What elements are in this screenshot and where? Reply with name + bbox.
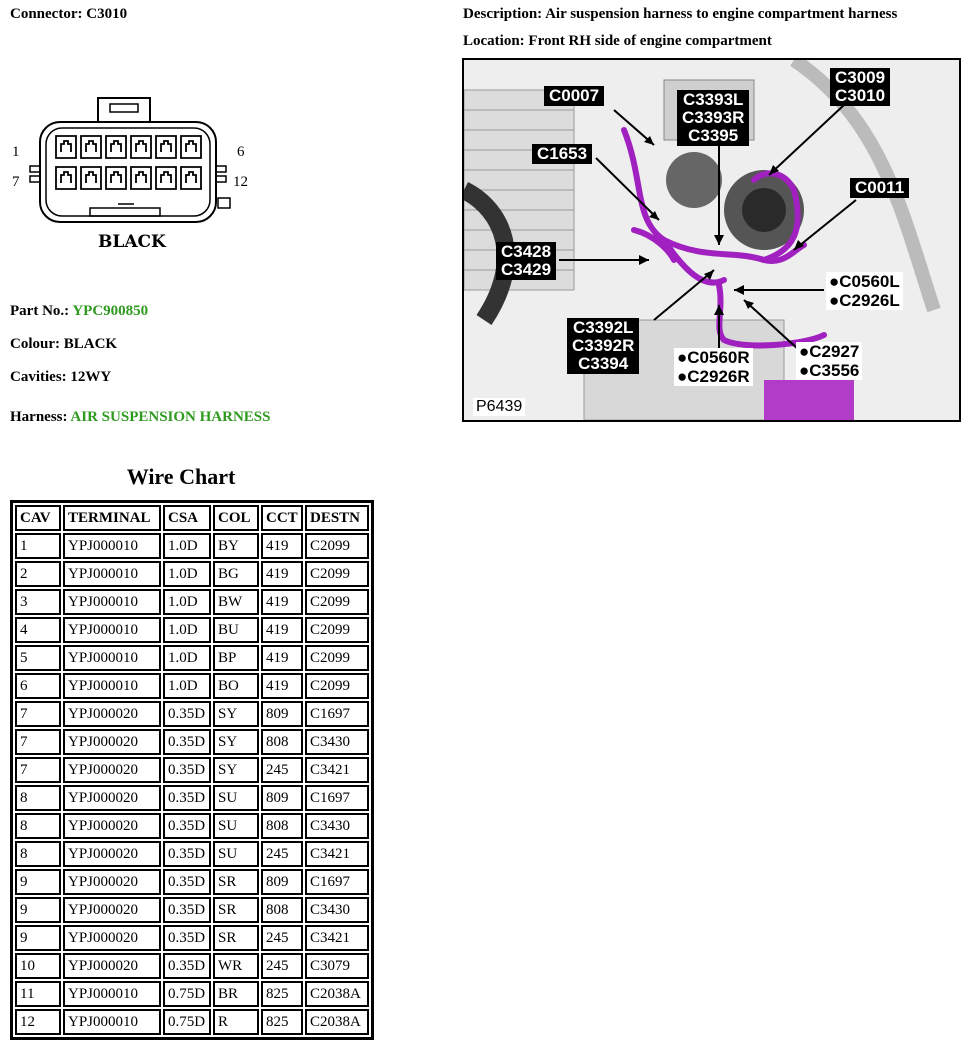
cell-col: BY xyxy=(213,533,259,559)
cell-cav: 7 xyxy=(15,757,61,783)
cell-col: SU xyxy=(213,785,259,811)
cell-cct: 419 xyxy=(261,645,303,671)
cell-cav: 11 xyxy=(15,981,61,1007)
cell-col: BU xyxy=(213,617,259,643)
cavity-2 xyxy=(81,136,101,158)
cell-cct: 825 xyxy=(261,1009,303,1035)
cell-col: BO xyxy=(213,673,259,699)
cell-col: SY xyxy=(213,729,259,755)
cell-terminal: YPJ000020 xyxy=(63,785,161,811)
table-row xyxy=(15,561,369,587)
cell-csa: 0.35D xyxy=(163,869,211,895)
cell-terminal: YPJ000010 xyxy=(63,589,161,615)
header-cav: CAV xyxy=(15,505,61,531)
cell-terminal: YPJ000010 xyxy=(63,673,161,699)
wire-chart-body xyxy=(15,533,369,1035)
cell-col: SY xyxy=(213,757,259,783)
cell-terminal: YPJ000010 xyxy=(63,645,161,671)
location-label: Location: xyxy=(463,33,529,49)
description-label: Description: xyxy=(463,6,546,22)
table-row xyxy=(15,589,369,615)
cell-csa: 0.35D xyxy=(163,953,211,979)
location-value: Front RH side of engine compartment xyxy=(528,33,772,49)
cell-cav: 12 xyxy=(15,1009,61,1035)
description-value: Air suspension harness to engine compartment harness xyxy=(545,6,898,22)
connector-color-label: BLACK xyxy=(98,232,166,252)
cell-cct: 245 xyxy=(261,841,303,867)
cell-csa: 0.75D xyxy=(163,981,211,1007)
cell-csa: 0.35D xyxy=(163,701,211,727)
cell-destn: C3430 xyxy=(305,813,369,839)
cell-terminal: YPJ000020 xyxy=(63,897,161,923)
cell-csa: 1.0D xyxy=(163,673,211,699)
cell-destn: C3430 xyxy=(305,729,369,755)
cavity-11 xyxy=(156,167,176,189)
cell-csa: 1.0D xyxy=(163,533,211,559)
table-row xyxy=(15,729,369,755)
cell-col: WR xyxy=(213,953,259,979)
table-row xyxy=(15,673,369,699)
colour-line xyxy=(10,336,117,353)
cell-cct: 419 xyxy=(261,589,303,615)
harness-label: Harness: xyxy=(10,409,71,425)
cell-cct: 808 xyxy=(261,897,303,923)
description-line xyxy=(463,6,897,23)
pin-label-1: 1 xyxy=(12,144,20,160)
cell-cav: 7 xyxy=(15,701,61,727)
cavity-12 xyxy=(181,167,201,189)
cell-cav: 8 xyxy=(15,841,61,867)
cell-cav: 9 xyxy=(15,925,61,951)
cavity-1 xyxy=(56,136,76,158)
cell-cav: 2 xyxy=(15,561,61,587)
cell-col: SY xyxy=(213,701,259,727)
wire-chart-title: Wire Chart xyxy=(126,464,236,489)
cell-csa: 0.75D xyxy=(163,1009,211,1035)
connector-line xyxy=(10,6,127,23)
cell-col: SR xyxy=(213,897,259,923)
table-row xyxy=(15,617,369,643)
cell-csa: 1.0D xyxy=(163,589,211,615)
part-no-label: Part No.: xyxy=(10,303,73,319)
location-line xyxy=(463,33,772,50)
cell-col: BR xyxy=(213,981,259,1007)
part-no-value: YPC900850 xyxy=(72,303,149,319)
table-row xyxy=(15,757,369,783)
cell-terminal: YPJ000020 xyxy=(63,841,161,867)
cell-destn: C3079 xyxy=(305,953,369,979)
cell-col: SU xyxy=(213,841,259,867)
cell-cav: 9 xyxy=(15,897,61,923)
colour-label: Colour: xyxy=(10,336,64,352)
table-row xyxy=(15,813,369,839)
cell-terminal: YPJ000020 xyxy=(63,925,161,951)
connector-label: Connector: xyxy=(10,6,87,22)
cell-csa: 1.0D xyxy=(163,645,211,671)
cell-destn: C1697 xyxy=(305,701,369,727)
cell-cav: 9 xyxy=(15,869,61,895)
cavities-value: 12WY xyxy=(70,369,112,385)
cavity-10 xyxy=(131,167,151,189)
table-row xyxy=(15,1009,369,1035)
table-row xyxy=(15,841,369,867)
table-row xyxy=(15,981,369,1007)
cell-terminal: YPJ000020 xyxy=(63,729,161,755)
cavities-label: Cavities: xyxy=(10,369,71,385)
cell-cav: 3 xyxy=(15,589,61,615)
cell-cct: 809 xyxy=(261,785,303,811)
cell-cav: 1 xyxy=(15,533,61,559)
harness-line xyxy=(10,409,270,426)
header-terminal: TERMINAL xyxy=(63,505,161,531)
cell-csa: 0.35D xyxy=(163,729,211,755)
cell-col: R xyxy=(213,1009,259,1035)
cell-terminal: YPJ000010 xyxy=(63,533,161,559)
table-row xyxy=(15,533,369,559)
cell-destn: C1697 xyxy=(305,785,369,811)
cell-col: BG xyxy=(213,561,259,587)
cell-cct: 419 xyxy=(261,533,303,559)
cavity-7 xyxy=(56,167,76,189)
cell-csa: 0.35D xyxy=(163,841,211,867)
callout-c1653: C1653 xyxy=(532,144,592,164)
table-row xyxy=(15,701,369,727)
harness-value: AIR SUSPENSION HARNESS xyxy=(70,409,271,425)
cell-destn: C3421 xyxy=(305,757,369,783)
header-col: COL xyxy=(213,505,259,531)
cell-csa: 1.0D xyxy=(163,617,211,643)
cell-cct: 419 xyxy=(261,617,303,643)
table-row xyxy=(15,869,369,895)
table-row xyxy=(15,897,369,923)
cell-destn: C3421 xyxy=(305,925,369,951)
callout-c0007: C0007 xyxy=(544,86,604,106)
cell-terminal: YPJ000020 xyxy=(63,757,161,783)
part-no-line xyxy=(10,303,148,320)
callout-c0560r: ●C0560R ●C2926R xyxy=(674,348,753,386)
cell-cct: 245 xyxy=(261,925,303,951)
cell-destn: C3421 xyxy=(305,841,369,867)
cell-terminal: YPJ000010 xyxy=(63,1009,161,1035)
cell-destn: C2038A xyxy=(305,1009,369,1035)
cell-terminal: YPJ000020 xyxy=(63,813,161,839)
cavity-6 xyxy=(181,136,201,158)
cell-cct: 419 xyxy=(261,673,303,699)
cell-cct: 808 xyxy=(261,813,303,839)
cell-terminal: YPJ000010 xyxy=(63,561,161,587)
cell-cct: 825 xyxy=(261,981,303,1007)
cell-cct: 419 xyxy=(261,561,303,587)
pin-label-7: 7 xyxy=(12,174,20,190)
cell-destn: C2099 xyxy=(305,533,369,559)
cell-cct: 808 xyxy=(261,729,303,755)
cell-csa: 0.35D xyxy=(163,925,211,951)
header-csa: CSA xyxy=(163,505,211,531)
cell-col: BP xyxy=(213,645,259,671)
cell-csa: 0.35D xyxy=(163,785,211,811)
header-cct: CCT xyxy=(261,505,303,531)
cavity-3 xyxy=(106,136,126,158)
cell-col: SU xyxy=(213,813,259,839)
cell-csa: 0.35D xyxy=(163,897,211,923)
cavity-9 xyxy=(106,167,126,189)
cell-cav: 5 xyxy=(15,645,61,671)
cell-terminal: YPJ000020 xyxy=(63,953,161,979)
cell-destn: C2099 xyxy=(305,617,369,643)
cell-csa: 0.35D xyxy=(163,757,211,783)
callout-c0560l: ●C0560L ●C2926L xyxy=(826,272,903,310)
cell-col: SR xyxy=(213,925,259,951)
cell-cav: 4 xyxy=(15,617,61,643)
cell-destn: C1697 xyxy=(305,869,369,895)
callout-c0011: C0011 xyxy=(850,178,909,198)
cavity-grid xyxy=(56,136,201,189)
cell-cct: 809 xyxy=(261,869,303,895)
cell-csa: 1.0D xyxy=(163,561,211,587)
cell-csa: 0.35D xyxy=(163,813,211,839)
cell-cav: 10 xyxy=(15,953,61,979)
connector-face-diagram xyxy=(10,92,260,257)
cell-cav: 6 xyxy=(15,673,61,699)
header-destn: DESTN xyxy=(305,505,369,531)
callout-c3009: C3009 C3010 xyxy=(830,68,890,106)
callout-c3428: C3428 C3429 xyxy=(496,242,556,280)
wire-chart-header-row xyxy=(15,505,369,531)
callout-c3393: C3393L C3393R C3395 xyxy=(677,90,749,146)
cell-destn: C2038A xyxy=(305,981,369,1007)
cell-col: BW xyxy=(213,589,259,615)
cavity-8 xyxy=(81,167,101,189)
callout-c2927: ●C2927 ●C3556 xyxy=(796,342,862,380)
cell-cct: 245 xyxy=(261,757,303,783)
figure-id: P6439 xyxy=(473,398,525,416)
cavity-4 xyxy=(131,136,151,158)
cell-destn: C2099 xyxy=(305,561,369,587)
cell-col: SR xyxy=(213,869,259,895)
pin-label-6: 6 xyxy=(237,144,245,160)
cell-cav: 8 xyxy=(15,813,61,839)
cell-cav: 7 xyxy=(15,729,61,755)
cell-terminal: YPJ000010 xyxy=(63,981,161,1007)
cavity-5 xyxy=(156,136,176,158)
cell-cct: 809 xyxy=(261,701,303,727)
table-row xyxy=(15,785,369,811)
callout-c3392: C3392L C3392R C3394 xyxy=(567,318,639,374)
cell-destn: C3430 xyxy=(305,897,369,923)
connector-value: C3010 xyxy=(86,6,128,22)
cell-cct: 245 xyxy=(261,953,303,979)
cavities-line xyxy=(10,369,111,386)
cell-terminal: YPJ000010 xyxy=(63,617,161,643)
table-row xyxy=(15,953,369,979)
cell-destn: C2099 xyxy=(305,645,369,671)
cell-terminal: YPJ000020 xyxy=(63,869,161,895)
table-row xyxy=(15,925,369,951)
table-row xyxy=(15,645,369,671)
cell-destn: C2099 xyxy=(305,589,369,615)
location-photo xyxy=(462,58,961,422)
wire-chart-table xyxy=(10,500,374,1040)
pin-label-12: 12 xyxy=(233,174,248,190)
cell-cav: 8 xyxy=(15,785,61,811)
cell-destn: C2099 xyxy=(305,673,369,699)
colour-value: BLACK xyxy=(63,336,118,352)
cell-terminal: YPJ000020 xyxy=(63,701,161,727)
